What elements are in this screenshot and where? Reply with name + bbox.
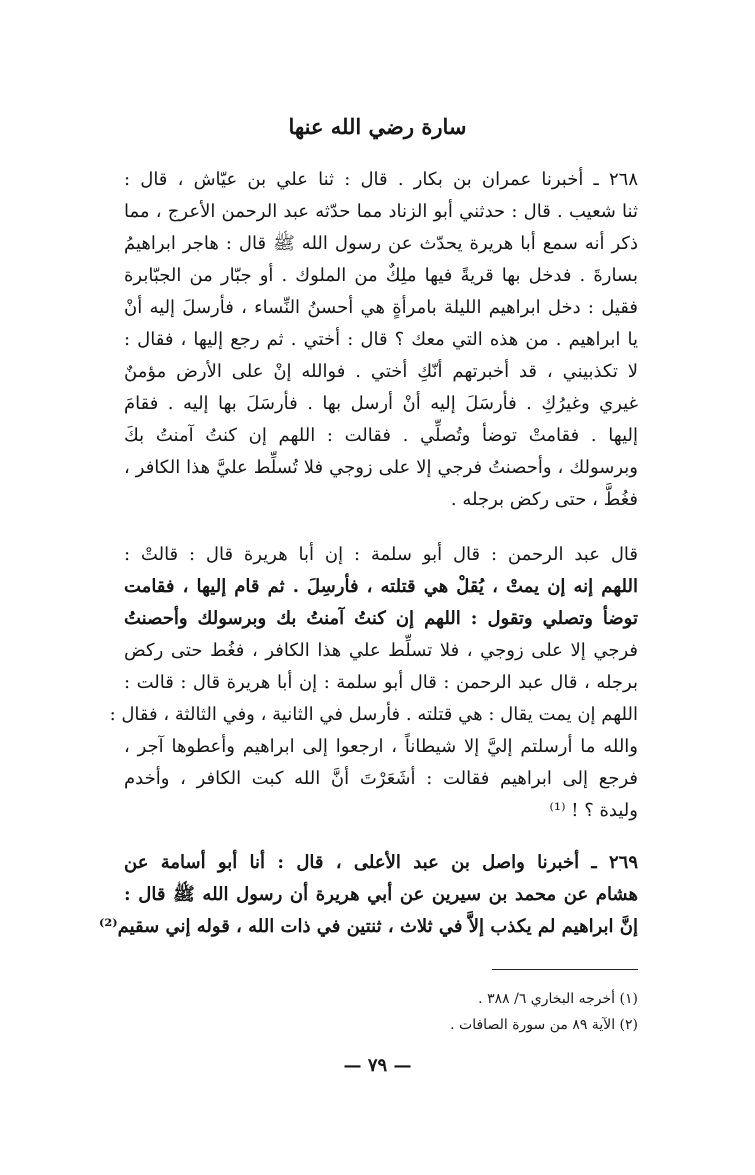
paragraph-hadith-268: [124, 164, 638, 516]
text-line: ٢٦٨ ـ أخبرنا عمران بن بكار . قال : ثنا علي بن عيّاش ، قال :: [124, 169, 638, 190]
text-line: برجله ، قال عبد الرحمن : قال أبو سلمة : إن أبا هريرة قال : قالت :: [124, 672, 638, 693]
text-line: هشام عن محمد بن سيرين عن أبي هريرة أن رسول الله ﷺ قال :: [124, 884, 638, 905]
page-number: — ٧٩ —: [343, 1055, 412, 1076]
footnote-divider: [492, 969, 638, 970]
text-line: إنَّ ابراهيم لم يكذب إلاَّ في ثلاث ، ثنتين في ذات الله ، قوله إني سقيم⁽²⁾: [98, 916, 638, 937]
text-line: بسارةَ . فدخل بها قريةً فيها ملِكٌ من الملوك . أو جبّار من الجبّابرة: [124, 265, 638, 286]
footnote-2: (٢) الآية ٨٩ من سورة الصافات .: [450, 1017, 638, 1033]
text-line: فقيل : دخل ابراهيم الليلة بامرأةٍ هي أحسنُ النِّساء ، فأرسلَ إليه أنْ: [124, 297, 638, 318]
text-line: وبرسولك ، وأحصنتُ فرجي إلا على زوجي فلا تُسلِّط عليَّ هذا الكافر ،: [124, 457, 638, 478]
paragraph-abd-al-rahman: [109, 539, 638, 827]
text-line: يا ابراهيم . من هذه التي معك ؟ قال : أختي . ثم رجع إليها ، فقال :: [124, 329, 638, 350]
text-line: إليها . فقامتْ توضأ وتُصلِّي . فقالت : اللهم إن كنتُ آمنتُ بكَ: [124, 425, 638, 446]
text-line: فرجع إلى ابراهيم فقالت : أشَعَرْتَ أنَّ الله كبت الكافر ، وأخدم: [124, 768, 638, 789]
text-line: ذكر أنه سمع أبا هريرة يحدّث عن رسول الله ﷺ قال : هاجر ابراهيمُ: [124, 233, 638, 254]
text-line: توضأ وتصلي وتقول : اللهم إن كنتُ آمنتُ بك وبرسولك وأحصنتُ: [124, 608, 638, 629]
text-line: قال عبد الرحمن : قال أبو سلمة : إن أبا هريرة قال : قالتْ :: [124, 544, 638, 565]
footnote-1: (١) أخرجه البخاري ٦/ ٣٨٨ .: [478, 991, 638, 1007]
text-line: ٢٦٩ ـ أخبرنا واصل بن عبد الأعلى ، قال : أنا أبو أسامة عن: [124, 852, 638, 873]
text-line: فرجي إلا على زوجي ، فلا تسلِّط علي هذا الكافر ، فغُط حتى ركض: [124, 640, 638, 661]
text-line: فغُطَّ ، حتى ركض برجله .: [450, 489, 638, 510]
text-line: ثنا شعيب . قال : حدثني أبو الزناد مما حدّثه عبد الرحمن الأعرج ، مما: [124, 201, 638, 222]
text-line: غيري وغيرُكِ . فأرسَلَ إليه أنْ أرسل بها . فأرسَلَ بها إليه . فقامَ: [124, 393, 638, 414]
page-title: سارة رضي الله عنها: [288, 114, 467, 139]
text-line: لا تكذبيني ، قد أخبرتهم أنّكِ أختي . فوالله إنْ على الأرض مؤمنٌ: [124, 361, 638, 382]
text-line: والله ما أرسلتم إليَّ إلا شيطاناً ، ارجعوا إلى ابراهيم وأعطوها آجر ،: [124, 736, 638, 757]
text-line: وليدة ؟ ! ⁽¹⁾: [549, 800, 638, 821]
text-line: اللهم إنه إن يمتْ ، يُقلْ هي قتلته ، فأرسِلَ . ثم قام إليها ، فقامت: [124, 576, 638, 597]
footnotes: [300, 986, 638, 1038]
text-line: اللهم إن يمت يقال : هي قتلته . فأرسل في الثانية ، وفي الثالثة ، فقال :: [109, 704, 638, 725]
paragraph-hadith-269: [98, 847, 638, 943]
